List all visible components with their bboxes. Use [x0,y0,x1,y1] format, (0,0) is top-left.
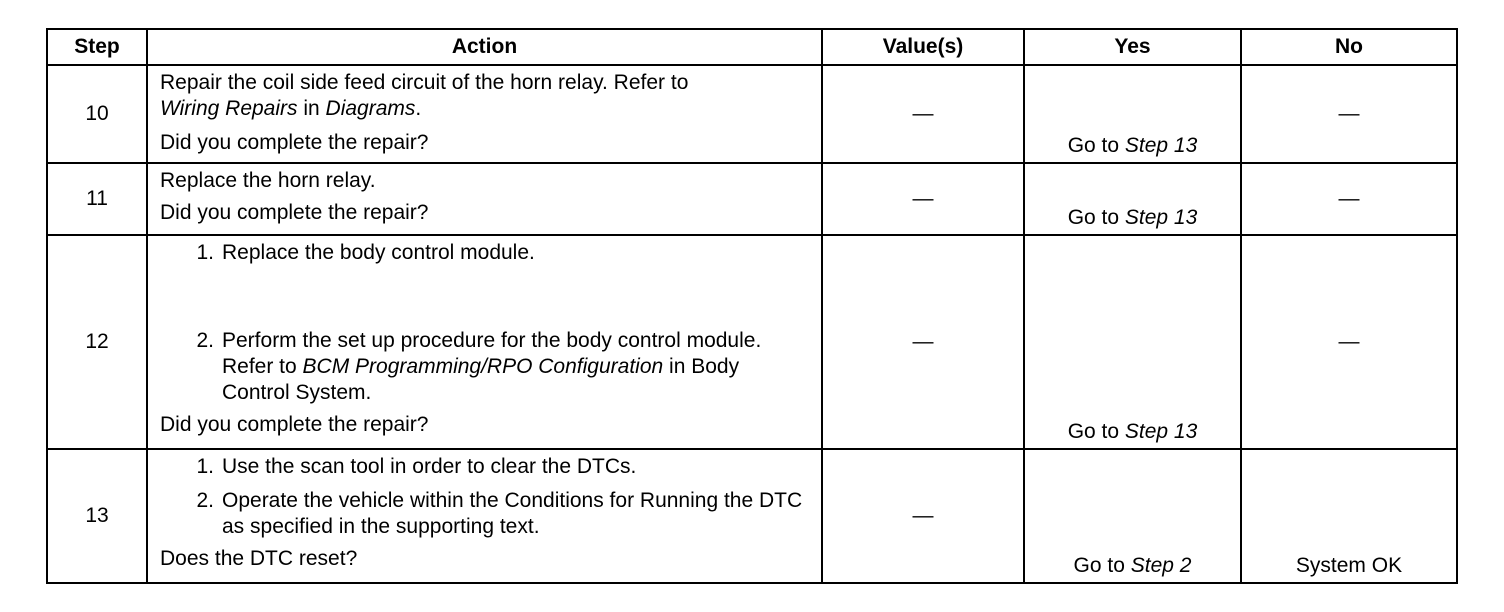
table-row [47,235,1457,449]
step-link: Step 13 [1124,134,1198,157]
action-cell [147,449,822,583]
action-question: Did you complete the repair? [160,201,429,224]
step-number: 12 [47,235,147,449]
value-cell: — [822,65,1024,163]
no-cell: — [1241,235,1457,449]
no-cell: — [1241,163,1457,235]
action-question: Does the DTC reset? [160,547,358,570]
step-link: Step 13 [1124,420,1198,443]
value-cell: — [822,163,1024,235]
header-yes: Yes [1024,29,1241,65]
action-step: 2. Operate the vehicle within the Conditions for Running the DTC as specified in the supporting text. [196,489,803,538]
action-step: 1. Use the scan tool in order to clear the DTCs. [196,455,637,478]
table-row [47,163,1457,235]
no-cell: System OK [1241,449,1457,583]
header-no: No [1241,29,1457,65]
yes-cell: Go to Step 13 [1024,65,1241,163]
action-cell [147,163,822,235]
step-number: 11 [47,163,147,235]
action-cell [147,65,822,163]
step-number: 10 [47,65,147,163]
no-cell: — [1241,65,1457,163]
action-cell [147,235,822,449]
action-step: 2. Perform the set up procedure for the body control module. Refer to BCM Programming/RPO Configuration in Body Control System. [196,329,762,404]
step-number: 13 [47,449,147,583]
step-link: Step 2 [1130,554,1192,577]
action-text: Repair the coil side feed circuit of the horn relay. Refer to Wiring Repairs in Diagrams. [160,71,689,120]
value-cell: — [822,449,1024,583]
action-text: Replace the horn relay. [160,169,376,192]
diagnostic-table [46,28,1458,584]
action-step: 1. Replace the body control module. [196,241,535,264]
action-steps [160,240,811,406]
table-row [47,65,1457,163]
action-question: Did you complete the repair? [160,131,429,154]
table-row [47,449,1457,583]
action-steps [160,454,811,540]
value-cell: — [822,235,1024,449]
action-question: Did you complete the repair? [160,413,429,436]
yes-cell: Go to Step 2 [1024,449,1241,583]
yes-cell: Go to Step 13 [1024,163,1241,235]
header-values: Value(s) [822,29,1024,65]
yes-cell: Go to Step 13 [1024,235,1241,449]
header-step: Step [47,29,147,65]
header-row [47,29,1457,65]
step-link: Step 13 [1124,206,1198,229]
header-action: Action [147,29,822,65]
